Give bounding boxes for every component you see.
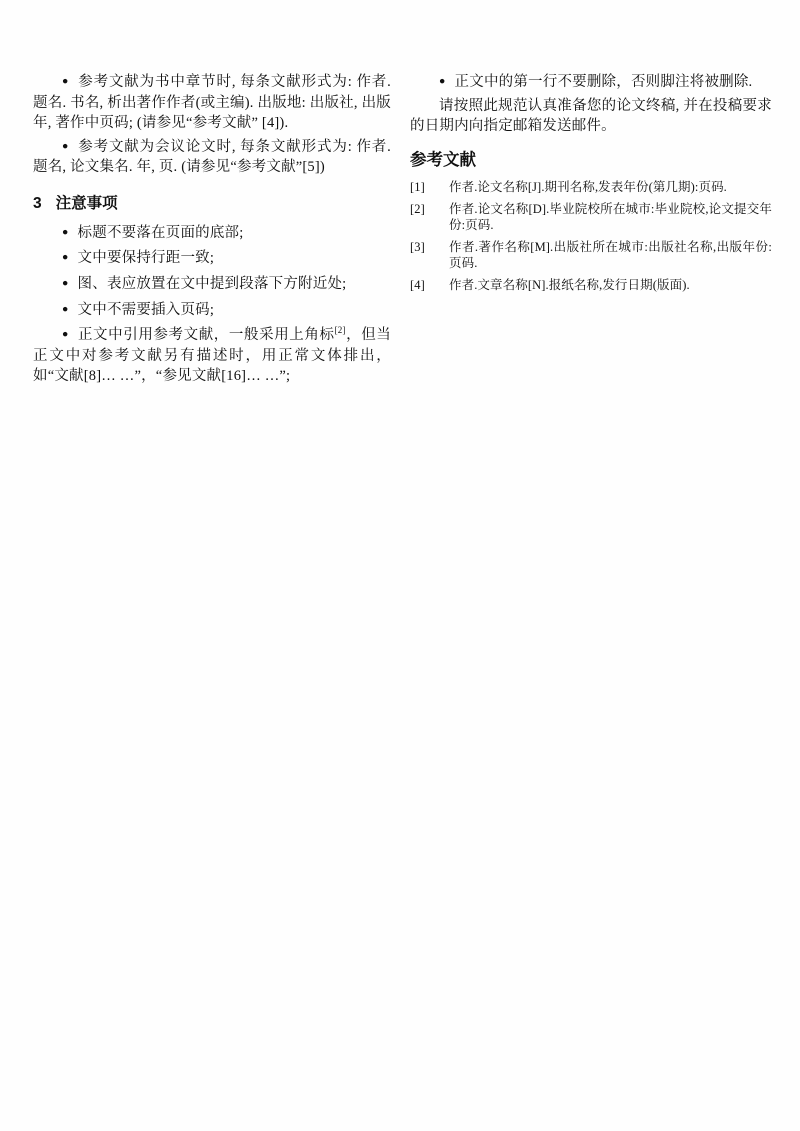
reference-label: [1] — [410, 179, 425, 194]
reference-entry — [410, 179, 772, 195]
bullet-icon: ● — [62, 226, 69, 238]
bullet-icon: ● — [62, 329, 69, 341]
bullet-text: 正文中的第一行不要删除，否则脚注将被删除. — [454, 74, 753, 90]
reference-entry — [410, 277, 772, 293]
note-text: 标题不要落在页面的底部; — [77, 224, 244, 241]
bullet-icon: ● — [62, 140, 69, 152]
first-line-warning-bullet — [410, 72, 772, 93]
note-text-post: ，但当正文中对参考文献另有描述时，用正常文体排出，如“文献[8]… …”，“参见文献[16]… …”; — [33, 327, 391, 385]
reference-text: 作者.论文名称[D].毕业院校所在城市:毕业院校,论文提交年份:页码. — [449, 201, 772, 232]
references-heading: 参考文献 — [410, 150, 476, 169]
note-text: 文中不需要插入页码; — [77, 301, 215, 318]
note-item-citation-superscript — [33, 325, 391, 387]
reference-text: 作者.文章名称[N].报纸名称,发行日期(版面). — [449, 277, 690, 292]
reference-text: 作者.著作名称[M].出版社所在城市:出版社名称,出版年份:页码. — [449, 239, 772, 270]
reference-label: [3] — [410, 239, 425, 254]
section-number: 3 — [33, 194, 42, 212]
note-text-pre: 正文中引用参考文献，一般采用上角标 — [77, 327, 335, 344]
note-item — [33, 223, 391, 244]
note-item — [33, 248, 391, 269]
right-column — [410, 72, 772, 392]
reference-label: [4] — [410, 277, 425, 292]
closing-text: 请按照此规范认真准备您的论文终稿, 并在投稿要求的日期内向指定邮箱发送邮件。 — [410, 97, 772, 135]
section-heading-notes — [33, 191, 391, 213]
two-column-layout — [0, 0, 800, 392]
bullet-text: 参考文献为书中章节时, 每条文献形式为: 作者. 题名. 书名, 析出著作作者(或主编). 出版地: 出版社, 出版年, 著作中页码; (请参见“参考文献” [4]). — [33, 74, 391, 132]
reference-format-book-chapter-bullet — [33, 72, 391, 134]
closing-paragraph — [410, 96, 772, 137]
bullet-icon: ● — [62, 303, 69, 315]
note-text: 文中要保持行距一致; — [77, 250, 215, 267]
bullet-icon: ● — [439, 76, 446, 87]
section-title: 注意事项 — [55, 194, 118, 212]
bullet-icon: ● — [62, 252, 69, 264]
reference-entry — [410, 201, 772, 233]
bullet-text: 参考文献为会议论文时, 每条文献形式为: 作者. 题名, 论文集名. 年, 页. (请参见“参考文献”[5]) — [33, 138, 391, 176]
left-column — [33, 72, 391, 392]
citation-superscript: [2] — [334, 325, 346, 336]
note-text: 图、表应放置在文中提到段落下方附近处; — [77, 276, 347, 293]
reference-text: 作者.论文名称[J].期刊名称,发表年份(第几期):页码. — [449, 179, 727, 194]
note-item — [33, 274, 391, 295]
note-item — [33, 300, 391, 321]
reference-label: [2] — [410, 201, 425, 216]
reference-entry — [410, 239, 772, 271]
bullet-icon: ● — [62, 76, 69, 87]
reference-format-conference-bullet — [33, 137, 391, 178]
bullet-icon: ● — [62, 278, 69, 290]
